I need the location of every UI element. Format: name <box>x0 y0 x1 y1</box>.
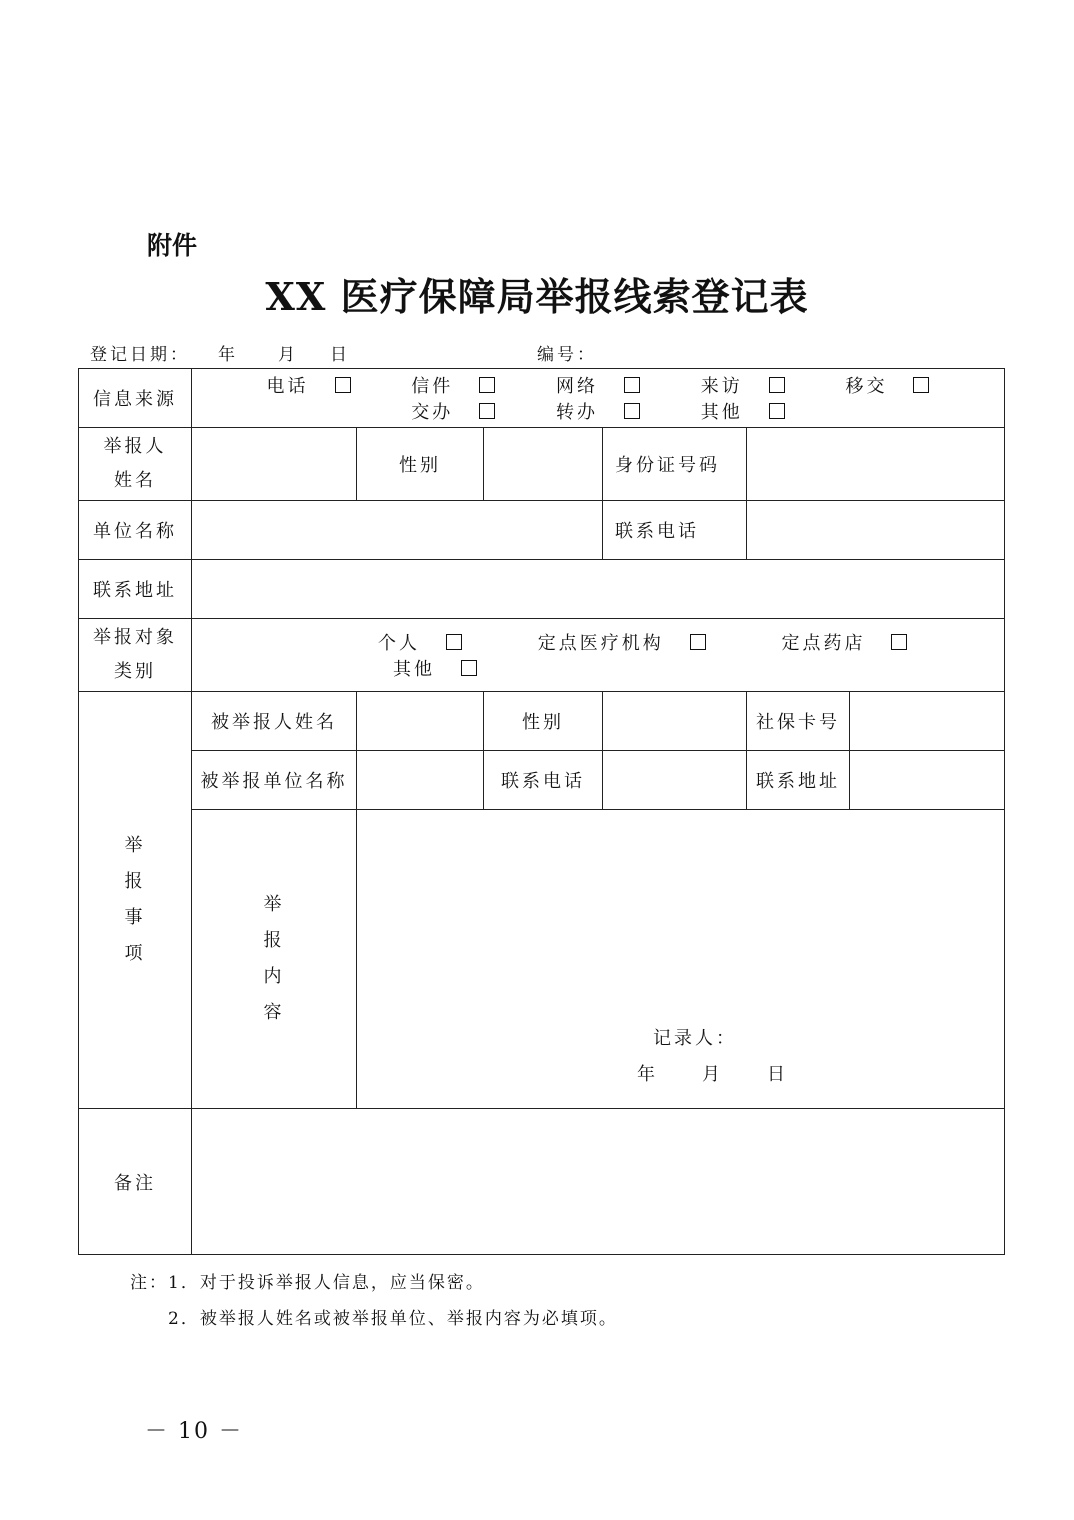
reporter-id-label: 身份证号码 <box>603 428 747 501</box>
checkbox-icon[interactable] <box>335 377 351 393</box>
reported-phone-field[interactable] <box>603 751 747 810</box>
social-card-label: 社保卡号 <box>747 692 850 751</box>
row-reported-unit <box>79 751 1005 810</box>
checkbox-icon[interactable] <box>479 403 495 419</box>
report-registration-table <box>78 368 1005 1255</box>
reported-address-label: 联系地址 <box>747 751 850 810</box>
report-matter-label: 举 报 事 项 <box>79 692 192 1109</box>
note-line-1: 注：1．对于投诉举报人信息，应当保密。 <box>130 1273 485 1293</box>
checkbox-icon[interactable] <box>769 377 785 393</box>
social-card-field[interactable] <box>850 692 1005 751</box>
option-medical-institution[interactable]: 定点医疗机构 <box>525 633 719 654</box>
reported-unit-field[interactable] <box>357 751 484 810</box>
option-phone[interactable]: 电话 <box>254 376 364 397</box>
checkbox-icon[interactable] <box>913 377 929 393</box>
row-reporter-name <box>79 428 1005 501</box>
option-individual[interactable]: 个人 <box>365 633 475 654</box>
option-other[interactable]: 其他 <box>688 402 798 423</box>
report-content-field[interactable] <box>357 810 1005 1109</box>
info-source-label: 信息来源 <box>79 369 192 428</box>
reported-gender-label: 性别 <box>484 692 603 751</box>
reporter-name-label: 举报人 姓名 <box>79 428 192 501</box>
row-info-source <box>79 369 1005 428</box>
reporter-name-field[interactable] <box>192 428 357 501</box>
reporter-phone-field[interactable] <box>747 501 1005 560</box>
row-reporter-address <box>79 560 1005 619</box>
remarks-field[interactable] <box>192 1109 1005 1255</box>
date-year: 年 <box>218 345 238 365</box>
note-line-2: 2．被举报人姓名或被举报单位、举报内容为必填项。 <box>168 1309 618 1329</box>
page-number: － 10 － <box>145 1419 243 1444</box>
row-target-type <box>79 619 1005 692</box>
registration-date-label: 登记日期： <box>90 345 190 365</box>
date-day: 日 <box>330 345 350 365</box>
reported-gender-field[interactable] <box>603 692 747 751</box>
option-other-target[interactable]: 其他 <box>380 659 490 680</box>
reporter-gender-field[interactable] <box>484 428 603 501</box>
form-title: XX 医疗保障局举报线索登记表 <box>265 274 809 319</box>
option-pharmacy[interactable]: 定点药店 <box>768 633 920 654</box>
checkbox-icon[interactable] <box>461 660 477 676</box>
reported-name-field[interactable] <box>357 692 484 751</box>
option-visit[interactable]: 来访 <box>688 376 798 397</box>
reporter-unit-label: 单位名称 <box>79 501 192 560</box>
number-label: 编号： <box>537 345 597 365</box>
reporter-gender-label: 性别 <box>357 428 484 501</box>
checkbox-icon[interactable] <box>479 377 495 393</box>
row-remarks <box>79 1109 1005 1255</box>
target-type-label: 举报对象 类别 <box>79 619 192 692</box>
info-source-options <box>192 369 1005 428</box>
reporter-address-label: 联系地址 <box>79 560 192 619</box>
checkbox-icon[interactable] <box>891 634 907 650</box>
remarks-label: 备注 <box>79 1109 192 1255</box>
option-transfer[interactable]: 移交 <box>832 376 942 397</box>
checkbox-icon[interactable] <box>769 403 785 419</box>
attachment-label: 附件 <box>147 231 198 260</box>
row-reporter-unit <box>79 501 1005 560</box>
reporter-unit-field[interactable] <box>192 501 603 560</box>
recorder-label: 记录人： <box>653 1028 737 1049</box>
record-date: 年 月 日 <box>637 1064 788 1085</box>
option-assigned[interactable]: 交办 <box>398 402 508 423</box>
report-content-label: 举 报 内 容 <box>192 810 357 1109</box>
row-reported-person <box>79 692 1005 751</box>
reported-unit-label: 被举报单位名称 <box>192 751 357 810</box>
reporter-address-field[interactable] <box>192 560 1005 619</box>
checkbox-icon[interactable] <box>446 634 462 650</box>
checkbox-icon[interactable] <box>624 377 640 393</box>
reporter-phone-label: 联系电话 <box>603 501 747 560</box>
option-letter[interactable]: 信件 <box>398 376 508 397</box>
reported-name-label: 被举报人姓名 <box>192 692 357 751</box>
option-network[interactable]: 网络 <box>543 376 653 397</box>
reporter-id-field[interactable] <box>747 428 1005 501</box>
target-type-options <box>192 619 1005 692</box>
reported-address-field[interactable] <box>850 751 1005 810</box>
checkbox-icon[interactable] <box>690 634 706 650</box>
date-month: 月 <box>278 345 298 365</box>
reported-phone-label: 联系电话 <box>484 751 603 810</box>
row-report-content <box>79 810 1005 1109</box>
option-forwarded[interactable]: 转办 <box>543 402 653 423</box>
checkbox-icon[interactable] <box>624 403 640 419</box>
